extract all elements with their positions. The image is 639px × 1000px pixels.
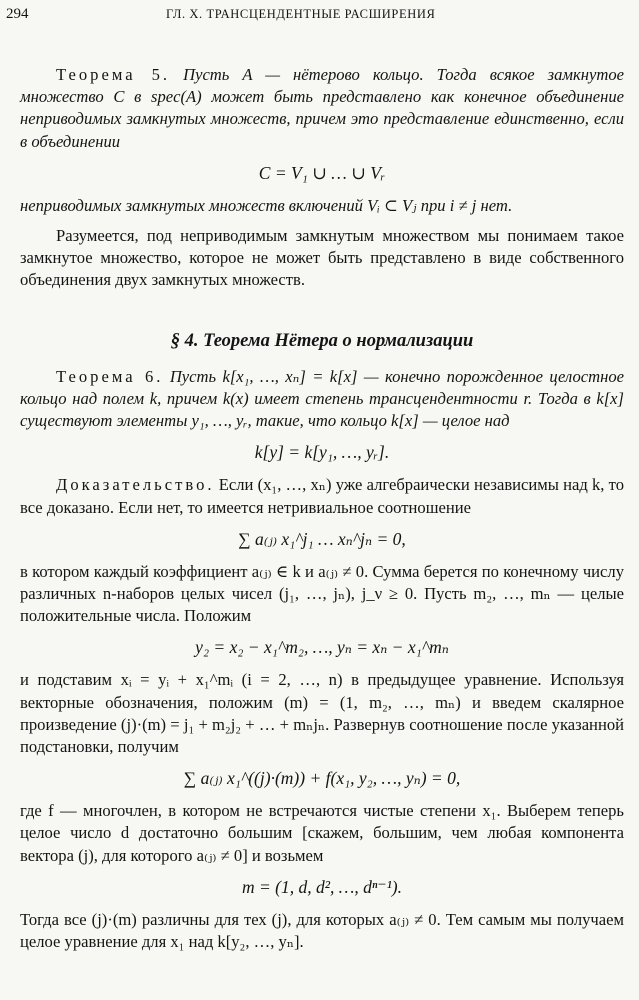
theorem-5-label: Теорема 5.: [56, 65, 171, 84]
proof-label: Доказательство.: [56, 475, 215, 495]
theorem-5-text: Пусть A — нётерово кольцо. Тогда всякое замкнутое множество C в spec(A) может быть представлено как конечное объединение неприводимых замкнутых множеств, причем это представление единственно, если в объединении: [20, 65, 624, 151]
page-number: 294: [6, 6, 29, 22]
theorem-5-continuation: неприводимых замкнутых множеств включений Vᵢ ⊂ Vⱼ при i ≠ j нет.: [20, 195, 513, 215]
proof-formula-4: m = (1, d, d², …, dⁿ⁻¹).: [241, 876, 403, 897]
proof-formula-2: y₂ = x₂ − x₁^m₂, …, yₙ = xₙ − x₁^mₙ: [195, 637, 449, 658]
proof-formula-1: ∑ a₍ⱼ₎ x₁^j₁ … xₙ^jₙ = 0,: [238, 528, 406, 549]
proof-text-1: Если (x₁, …, xₙ) уже алгебраически независимы над k, то все доказано. Если нет, то имеется нетривиальное соотношение: [20, 475, 624, 517]
theorem-6-label: Теорема 6.: [56, 366, 164, 386]
theorem-6: [20, 366, 624, 433]
page-header: [6, 6, 623, 26]
theorem-6-formula: k[y] = k[y₁, …, yᵣ].: [254, 442, 390, 463]
proof-paragraph-2: в котором каждый коэффициент a₍ⱼ₎ ∈ k и a₍ⱼ₎ ≠ 0. Сумма берется по конечному числу различных n-наборов целых чисел (j₁, …, jₙ), j_ν ≥ 0. Пусть m₂, …, mₙ — целые положительные числа. Положим: [20, 561, 624, 626]
remark-paragraph: Разумеется, под неприводимым замкнутым множеством мы понимаем такое замкнутое множество, которое не может быть представлено в виде собственного объединения двух замкнутых множеств.: [20, 226, 624, 290]
page-body: [20, 64, 624, 953]
theorem-6-text: Пусть k[x₁, …, xₙ] = k[x] — конечно порожденное целостное кольцо над полем k, причем k(x) имеет степень трансцендентности r. Тогда в k[x] существуют элементы y₁, …, yᵣ, такие, что кольцо k[x] — целое над: [20, 366, 624, 431]
theorem-5-formula: C = V₁ ∪ … ∪ Vᵣ: [258, 162, 386, 183]
proof-paragraph-5: Тогда все (j)·(m) различны для тех (j), для которых a₍ⱼ₎ ≠ 0. Тем самым мы получаем целое уравнение для x₁ над k[y₂, …, yₙ].: [20, 909, 624, 952]
theorem-5: [20, 64, 624, 153]
proof-paragraph-1: [20, 474, 624, 518]
proof-paragraph-3: и подставим xᵢ = yᵢ + x₁^mᵢ (i = 2, …, n) в предыдущее уравнение. Используя векторные обозначения, положим (m) = (1, m₂, …, mₙ) и введем скалярное произведение (j)·(m) = j₁ + m₂j₂ + … + mₙjₙ. Развернув соотношение после указанной подстановки, получим: [20, 670, 624, 757]
proof-formula-3: ∑ a₍ⱼ₎ x₁^((j)·(m)) + f(x₁, y₂, …, yₙ) = 0,: [183, 768, 461, 789]
proof-paragraph-4: где f — многочлен, в котором не встречаются чистые степени x₁. Выберем теперь целое число d достаточно большим [скажем, большим, чем любая компонента вектора (j), для которого a₍ⱼ₎ ≠ 0] и возьмем: [20, 801, 624, 865]
section-title: § 4. Теорема Нётера о нормализации: [170, 330, 474, 351]
running-head: ГЛ. X. ТРАНСЦЕНДЕНТНЫЕ РАСШИРЕНИЯ: [166, 7, 436, 21]
